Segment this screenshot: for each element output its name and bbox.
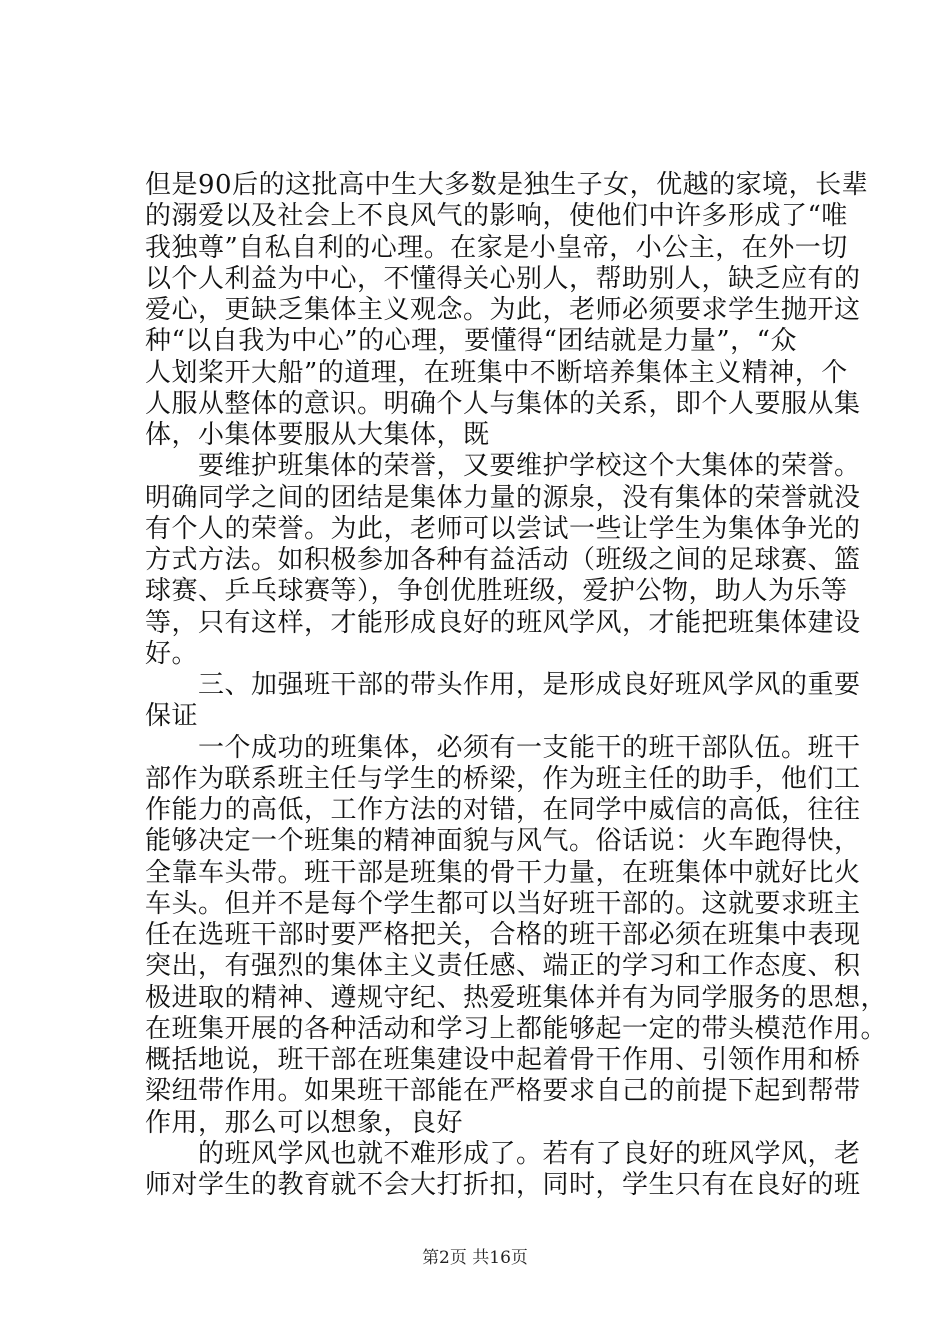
text-line: 能够决定一个班集的精神面貌与风气。俗话说：火车跑得快， [145, 826, 861, 856]
text-line: 一个成功的班集体，必须有一支能干的班干部队伍。班干 [145, 733, 861, 763]
text-line: 在班集开展的各种活动和学习上都能够起一定的带头模范作用。 [145, 1014, 888, 1044]
text-line: 好。 [145, 639, 199, 669]
text-line: 师对学生的教育就不会大打折扣，同时，学生只有在良好的班 [145, 1170, 861, 1200]
text-line: 要维护班集体的荣誉，又要维护学校这个大集体的荣誉。 [145, 451, 861, 481]
text-line: 作能力的高低，工作方法的对错，在同学中威信的高低，往往 [145, 795, 861, 825]
text-line: 概括地说，班干部在班集建设中起着骨干作用、引领作用和桥 [145, 1045, 861, 1075]
text-line: 突出，有强烈的集体主义责任感、端正的学习和工作态度、积 [145, 951, 861, 981]
text-line: 人划桨开大船”的道理，在班集中不断培养集体主义精神，个 [145, 358, 848, 388]
text-line: 以个人利益为中心，不懂得关心别人，帮助别人，缺乏应有的 [145, 264, 861, 294]
text-line: 种“以自我为中心”的心理，要懂得“团结就是力量”，“众 [145, 326, 797, 356]
text-line: 爱心，更缺乏集体主义观念。为此，老师必须要求学生抛开这 [145, 295, 861, 325]
text-line: 但是90后的这批高中生大多数是独生子女，优越的家境，长辈 [145, 170, 869, 200]
text-line: 球赛、乒乓球赛等），争创优胜班级，爱护公物，助人为乐等 [145, 576, 848, 606]
text-line: 明确同学之间的团结是集体力量的源泉，没有集体的荣誉就没 [145, 483, 861, 513]
text-line: 部作为联系班主任与学生的桥梁，作为班主任的助手，他们工 [145, 764, 861, 794]
text-line: 体，小集体要服从大集体，既 [145, 420, 490, 450]
text-line: 方式方法。如积极参加各种有益活动（班级之间的足球赛、篮 [145, 545, 861, 575]
text-line: 作用，那么可以想象，良好 [145, 1108, 464, 1138]
text-line: 我独尊”自私自利的心理。在家是小皇帝，小公主，在外一切 [145, 233, 848, 263]
text-line: 车头。但并不是每个学生都可以当好班干部的。这就要求班主 [145, 889, 861, 919]
text-line: 梁纽带作用。如果班干部能在严格要求自己的前提下起到帮带 [145, 1076, 861, 1106]
text-line: 的溺爱以及社会上不良风气的影响，使他们中许多形成了“唯 [145, 201, 848, 231]
text-line: 全靠车头带。班干部是班集的骨干力量，在班集体中就好比火 [145, 858, 861, 888]
text-line: 人服从整体的意识。明确个人与集体的关系，即个人要服从集 [145, 389, 861, 419]
page-footer: 第2页 共16页 [422, 1248, 528, 1268]
text-line: 等，只有这样，才能形成良好的班风学风，才能把班集体建设 [145, 608, 861, 638]
text-line: 任在选班干部时要严格把关，合格的班干部必须在班集中表现 [145, 920, 861, 950]
text-line: 三、加强班干部的带头作用，是形成良好班风学风的重要 [145, 670, 861, 700]
text-line: 极进取的精神、遵规守纪、热爱班集体并有为同学服务的思想， [145, 983, 888, 1013]
text-line: 保证 [145, 701, 199, 731]
text-line: 的班风学风也就不难形成了。若有了良好的班风学风，老 [145, 1139, 861, 1169]
text-line: 有个人的荣誉。为此，老师可以尝试一些让学生为集体争光的 [145, 514, 861, 544]
